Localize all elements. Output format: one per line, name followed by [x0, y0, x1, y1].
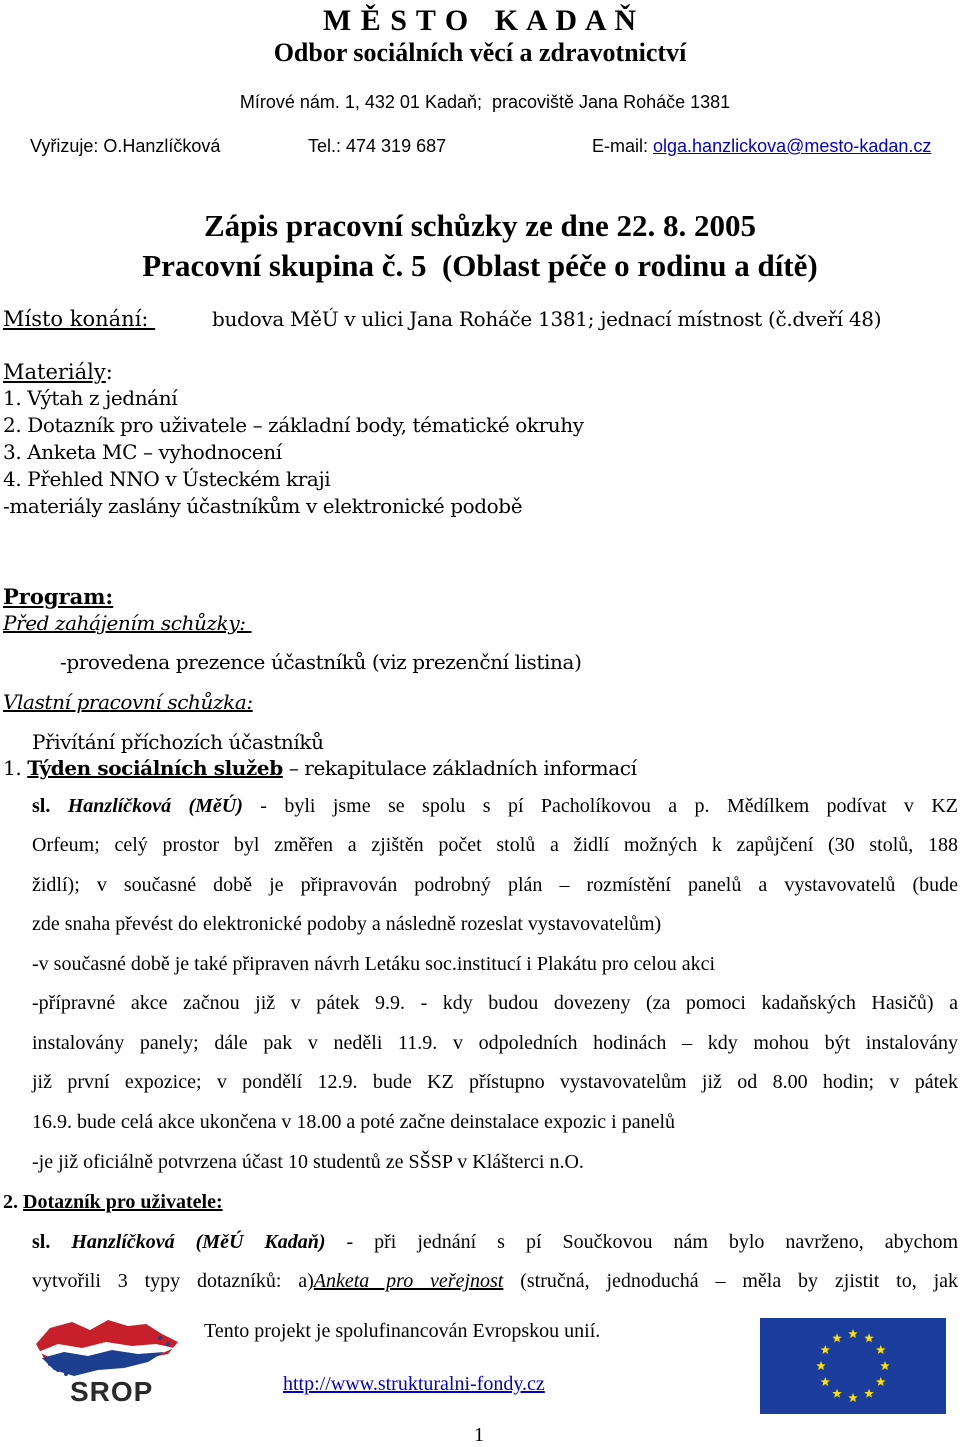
- before-meeting-text: -provedena prezence účastníků (viz prezenční listina): [60, 650, 582, 674]
- speaker-name: Hanzlíčková (MěÚ): [67, 795, 243, 817]
- before-meeting-heading: Před zahájením schůzky:: [3, 611, 252, 635]
- srop-logo: [28, 1314, 188, 1414]
- paragraph-line: Orfeum; celý prostor byl změřen a zjištěn počet stolů a židlí možných k zapůjčení (30 stolů, 188: [32, 834, 958, 856]
- venue-value: budova MěÚ v ulici Jana Roháče 1381; jednací místnost (č.dveří 48): [212, 307, 882, 331]
- paragraph-line: -je již oficiálně potvrzena účast 10 studentů ze SŠSP v Klášterci n.O.: [32, 1151, 584, 1173]
- paragraph-line: již první expozice; v pondělí 12.9. bude KZ přístupno vystavovatelům již od 8.00 hodin; v pátek: [32, 1071, 958, 1093]
- address-text: Mírové nám. 1, 432 01 Kadaň; pracoviště Jana Roháče 1381: [239, 92, 731, 112]
- speaker-prefix: sl.: [32, 795, 68, 817]
- line-text: vytvořili 3 typy dotazníků: a): [32, 1270, 314, 1292]
- speaker-name: Hanzlíčková (MěÚ Kadaň): [71, 1231, 326, 1253]
- contact-handles: Vyřizuje: O.Hanzlíčková: [30, 136, 221, 156]
- line-text: - byli jsme se spolu s pí Pacholíkovou a p. Mědílkem podívat v KZ: [242, 795, 958, 817]
- line-text: (stručná, jednoduchá – měla by zjistit to, jak: [503, 1270, 959, 1292]
- paragraph-line: -v současné době je také připraven návrh Letáku soc.institucí i Plakátu pro celou akci: [32, 953, 716, 975]
- meeting-heading: Vlastní pracovní schůzka:: [3, 690, 253, 714]
- materials-item-3: 3. Anketa MC – vyhodnocení: [3, 440, 282, 464]
- paragraph-line: -přípravné akce začnou již v pátek 9.9. - kdy budou dovezeny (za pomoci kadaňských Hasičů) a: [32, 992, 958, 1014]
- paragraph-line: [32, 795, 958, 818]
- document-title: Zápis pracovní schůzky ze dne 22. 8. 2005: [203, 208, 757, 243]
- page-number: 1: [474, 1424, 484, 1446]
- venue-label-text: Místo konání:: [3, 307, 156, 331]
- paragraph-line: židlí); v současné době je připravován podrobný plán – rozmístění panelů a vystavovatelů (bude: [32, 874, 958, 896]
- paragraph-line: instalovány panely; dále pak v neděli 11.9. v odpoledních hodinách – kdy mohou být instalovány: [32, 1032, 958, 1054]
- eu-flag-icon: [760, 1318, 946, 1414]
- document-subtitle: Pracovní skupina č. 5 (Oblast péče o rodinu a dítě): [142, 248, 818, 283]
- materials-label: Materiály: [3, 360, 106, 384]
- paragraph-line: 16.9. bude celá akce ukončena v 18.00 a poté začne deinstalace expozic i panelů: [32, 1111, 676, 1133]
- agenda-item-1-number: 1.: [3, 756, 28, 780]
- email-label: E-mail:: [592, 136, 654, 156]
- materials-item-4: 4. Přehled NNO v Ústeckém kraji: [3, 467, 331, 491]
- program-heading: Program:: [3, 584, 114, 609]
- paragraph-line: [32, 1231, 958, 1254]
- materials-colon: :: [105, 360, 113, 384]
- city-name: M Ě S T O K A D A Ň: [322, 4, 638, 37]
- materials-note: -materiály zaslány účastníkům v elektronické podobě: [3, 494, 523, 518]
- agenda-item-2-title: Dotazník pro uživatele:: [23, 1191, 223, 1213]
- materials-item-1: 1. Výtah z jednání: [3, 386, 178, 410]
- agenda-item-2-heading: [3, 1191, 223, 1214]
- speaker-prefix: sl.: [32, 1231, 72, 1253]
- cofinancing-note: Tento projekt je spolufinancován Evropskou unií.: [204, 1320, 601, 1342]
- agenda-item-1-heading: [3, 756, 637, 780]
- srop-logo-text: SROP: [70, 1376, 154, 1407]
- eu-flag: [760, 1318, 946, 1414]
- agenda-item-1-subtitle: – rekapitulace základních informací: [282, 756, 637, 780]
- materials-item-2: 2. Dotazník pro uživatele – základní body, tématické okruhy: [3, 413, 584, 437]
- structural-funds-link[interactable]: http://www.strukturalni-fondy.cz: [283, 1373, 545, 1395]
- survey-type-a: Anketa pro veřejnost: [313, 1270, 504, 1292]
- line-text: - při jednání s pí Součkovou nám bylo navrženo, abychom: [325, 1231, 958, 1253]
- materials-heading: [3, 360, 113, 384]
- department-name: Odbor sociálních věcí a zdravotnictví: [273, 38, 687, 67]
- contact-email: [592, 136, 931, 157]
- venue-label: [3, 307, 155, 331]
- paragraph-line: [32, 1270, 958, 1293]
- agenda-item-1-title: Týden sociálních služeb: [27, 756, 283, 780]
- welcome-text: Přivítání příchozích účastníků: [32, 730, 324, 754]
- department-address: [0, 71, 960, 113]
- email-link[interactable]: olga.hanzlickova@mesto-kadan.cz: [653, 136, 932, 156]
- contact-tel: Tel.: 474 319 687: [308, 136, 447, 156]
- agenda-item-2-number: 2.: [3, 1191, 23, 1213]
- paragraph-line: zde snaha převést do elektronické podoby a následně rozeslat vystavovatelům): [32, 913, 662, 935]
